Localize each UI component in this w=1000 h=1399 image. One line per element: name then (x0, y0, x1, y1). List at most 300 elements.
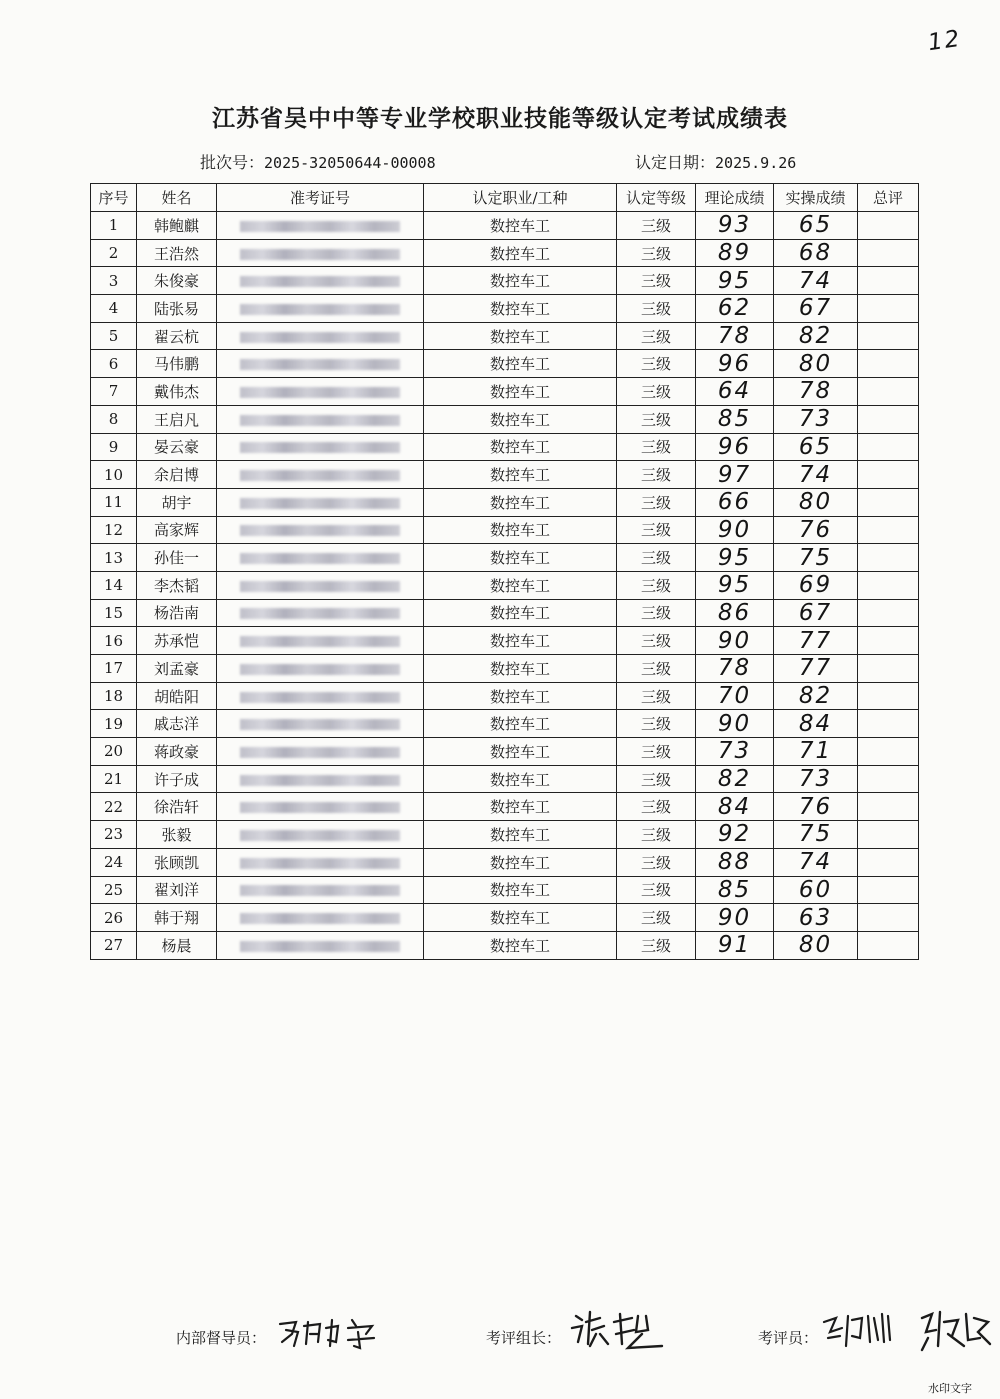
cert-level-value: 三级 (640, 355, 671, 374)
student-name-value: 张顾凯 (153, 853, 199, 872)
practice-score-value: 82 (798, 323, 833, 350)
practice-score (774, 405, 858, 433)
practice-score-value: 82 (798, 683, 833, 710)
student-name (137, 627, 217, 655)
theory-score (696, 433, 774, 461)
cert-level (617, 931, 696, 959)
cert-level-value: 三级 (640, 493, 671, 512)
row-number (91, 571, 137, 599)
theory-score (696, 821, 774, 849)
cert-level (617, 405, 696, 433)
row-number-value: 23 (103, 825, 124, 844)
practice-score (774, 433, 858, 461)
theory-score (696, 350, 774, 378)
job-type-value: 数控车工 (489, 410, 550, 429)
batch-number (200, 150, 436, 173)
row-number-value: 26 (103, 908, 124, 927)
row-number-value: 15 (103, 603, 124, 622)
job-type-value: 数控车工 (489, 936, 550, 955)
job-type-value: 数控车工 (489, 299, 550, 318)
redaction-blur (240, 858, 400, 869)
table-row (91, 322, 919, 350)
student-name (137, 239, 217, 267)
row-number-value: 24 (103, 853, 124, 872)
student-name (137, 350, 217, 378)
practice-score (774, 627, 858, 655)
theory-score-value: 95 (717, 267, 752, 294)
cert-level (617, 322, 696, 350)
practice-score-value: 78 (798, 378, 833, 405)
student-name (137, 682, 217, 710)
row-number (91, 461, 137, 489)
job-type (424, 516, 617, 544)
exam-id-redacted (217, 655, 424, 683)
redaction-blur (240, 775, 400, 786)
cert-level (617, 848, 696, 876)
cert-level-value: 三级 (640, 521, 671, 540)
student-name (137, 488, 217, 516)
table-row (91, 931, 919, 959)
student-name-value: 翟刘洋 (153, 881, 199, 900)
cert-level (617, 378, 696, 406)
row-number-value: 2 (108, 244, 119, 263)
row-number (91, 682, 137, 710)
practice-score (774, 599, 858, 627)
overall-evaluation (858, 710, 919, 738)
practice-score (774, 876, 858, 904)
col-header-overall: 总评 (858, 184, 919, 212)
student-name (137, 876, 217, 904)
student-name-value: 张毅 (161, 825, 192, 844)
practice-score (774, 322, 858, 350)
table-row (91, 599, 919, 627)
job-type-value: 数控车工 (489, 798, 550, 817)
theory-score (696, 239, 774, 267)
student-name (137, 793, 217, 821)
redaction-blur (240, 802, 400, 813)
student-name (137, 516, 217, 544)
job-type-value: 数控车工 (489, 825, 550, 844)
exam-id-redacted (217, 931, 424, 959)
table-body (91, 212, 919, 960)
student-name-value: 孙佳一 (153, 549, 199, 568)
theory-score (696, 655, 774, 683)
table-row (91, 350, 919, 378)
table-row (91, 433, 919, 461)
cert-level-value: 三级 (640, 715, 671, 734)
job-type (424, 682, 617, 710)
theory-score (696, 571, 774, 599)
exam-id-redacted (217, 295, 424, 323)
cert-level (617, 793, 696, 821)
practice-score (774, 488, 858, 516)
overall-evaluation (858, 848, 919, 876)
exam-id-redacted (217, 904, 424, 932)
cert-level (617, 239, 696, 267)
student-name-value: 杨浩南 (153, 604, 199, 623)
practice-score (774, 212, 858, 240)
job-type-value: 数控车工 (489, 493, 550, 512)
theory-score-value: 70 (717, 683, 752, 710)
exam-id-redacted (217, 682, 424, 710)
theory-score-value: 90 (717, 516, 752, 543)
theory-score-value: 78 (717, 323, 752, 350)
batch-value: 2025-32050644-00008 (264, 154, 436, 172)
practice-score (774, 682, 858, 710)
student-name (137, 461, 217, 489)
row-number-value: 8 (108, 410, 119, 429)
cert-level-value: 三级 (640, 632, 671, 651)
exam-id-redacted (217, 738, 424, 766)
job-type (424, 239, 617, 267)
cert-level-value: 三级 (640, 576, 671, 595)
student-name-value: 韩鲍麒 (153, 216, 199, 235)
redaction-blur (240, 913, 400, 924)
student-name (137, 821, 217, 849)
job-type (424, 322, 617, 350)
cert-level-value: 三级 (640, 798, 671, 817)
redaction-blur (240, 692, 400, 703)
row-number-value: 5 (108, 327, 119, 346)
table-row (91, 488, 919, 516)
redaction-blur (240, 525, 400, 536)
practice-score-value: 63 (798, 904, 833, 931)
student-name (137, 295, 217, 323)
redaction-blur (240, 608, 400, 619)
practice-score (774, 821, 858, 849)
row-number-value: 4 (108, 299, 119, 318)
row-number (91, 544, 137, 572)
cert-level-value: 三级 (640, 770, 671, 789)
table-row (91, 571, 919, 599)
theory-score (696, 931, 774, 959)
redaction-blur (240, 941, 400, 952)
overall-evaluation (858, 682, 919, 710)
redaction-blur (240, 221, 400, 232)
redaction-blur (240, 415, 400, 426)
row-number (91, 516, 137, 544)
table-row (91, 904, 919, 932)
table-row (91, 655, 919, 683)
student-name (137, 848, 217, 876)
row-number (91, 212, 137, 240)
job-type (424, 848, 617, 876)
overall-evaluation (858, 516, 919, 544)
row-number (91, 821, 137, 849)
theory-score-value: 95 (717, 544, 752, 571)
student-name (137, 765, 217, 793)
page-number: 12 (926, 25, 963, 57)
cert-level-value: 三级 (640, 659, 671, 678)
job-type-value: 数控车工 (489, 327, 550, 346)
row-number-value: 16 (103, 631, 124, 650)
table-row (91, 239, 919, 267)
overall-evaluation (858, 544, 919, 572)
theory-score-value: 88 (717, 849, 752, 876)
overall-evaluation (858, 378, 919, 406)
cert-level (617, 433, 696, 461)
practice-score (774, 793, 858, 821)
cert-level-value: 三级 (640, 909, 671, 928)
row-number-value: 1 (108, 216, 119, 235)
exam-id-redacted (217, 405, 424, 433)
exam-id-redacted (217, 322, 424, 350)
overall-evaluation (858, 461, 919, 489)
exam-id-redacted (217, 876, 424, 904)
cert-level-value: 三级 (640, 881, 671, 900)
table-row (91, 516, 919, 544)
cert-level-value: 三级 (640, 549, 671, 568)
exam-id-redacted (217, 350, 424, 378)
row-number (91, 848, 137, 876)
row-number-value: 10 (103, 465, 124, 484)
row-number (91, 599, 137, 627)
row-number-value: 7 (108, 382, 119, 401)
overall-evaluation (858, 267, 919, 295)
row-number (91, 350, 137, 378)
row-number-value: 12 (103, 520, 124, 539)
theory-score-value: 86 (717, 599, 752, 626)
cert-level (617, 627, 696, 655)
col-header-name: 姓名 (137, 184, 217, 212)
theory-score-value: 90 (717, 627, 752, 654)
student-name (137, 405, 217, 433)
job-type (424, 378, 617, 406)
job-type-value: 数控车工 (489, 244, 550, 263)
row-number (91, 765, 137, 793)
student-name (137, 378, 217, 406)
job-type (424, 295, 617, 323)
practice-score (774, 544, 858, 572)
row-number-value: 14 (103, 576, 124, 595)
theory-score (696, 599, 774, 627)
cert-level (617, 516, 696, 544)
row-number (91, 488, 137, 516)
redaction-blur (240, 387, 400, 398)
student-name-value: 王启凡 (153, 410, 199, 429)
theory-score (696, 488, 774, 516)
row-number (91, 710, 137, 738)
job-type (424, 821, 617, 849)
student-name-value: 翟云杭 (153, 327, 199, 346)
exam-id-redacted (217, 793, 424, 821)
practice-score (774, 571, 858, 599)
redaction-blur (240, 332, 400, 343)
practice-score-value: 73 (798, 766, 833, 793)
redaction-blur (240, 719, 400, 730)
exam-id-redacted (217, 765, 424, 793)
student-name-value: 余启博 (153, 466, 199, 485)
overall-evaluation (858, 876, 919, 904)
redaction-blur (240, 276, 400, 287)
practice-score (774, 350, 858, 378)
student-name (137, 904, 217, 932)
cert-level-value: 三级 (640, 327, 671, 346)
exam-id-redacted (217, 461, 424, 489)
overall-evaluation (858, 322, 919, 350)
practice-score (774, 378, 858, 406)
row-number-value: 13 (103, 548, 124, 567)
practice-score-value: 75 (798, 544, 833, 571)
redaction-blur (240, 470, 400, 481)
cert-level-value: 三级 (640, 853, 671, 872)
student-name-value: 胡皓阳 (153, 687, 199, 706)
job-type-value: 数控车工 (489, 715, 550, 734)
exam-id-redacted (217, 488, 424, 516)
redaction-blur (240, 747, 400, 758)
cert-level-value: 三级 (640, 825, 671, 844)
student-name-value: 陆张易 (153, 299, 199, 318)
cert-level-value: 三级 (640, 604, 671, 623)
job-type-value: 数控车工 (489, 382, 550, 401)
row-number (91, 295, 137, 323)
cert-level-value: 三级 (640, 382, 671, 401)
practice-score-value: 68 (798, 240, 833, 267)
theory-score (696, 322, 774, 350)
theory-score-value: 85 (717, 406, 752, 433)
overall-evaluation (858, 488, 919, 516)
cert-level (617, 765, 696, 793)
student-name (137, 599, 217, 627)
exam-id-redacted (217, 212, 424, 240)
student-name-value: 杨晨 (161, 936, 192, 955)
student-name (137, 433, 217, 461)
theory-score (696, 405, 774, 433)
redaction-blur (240, 249, 400, 260)
job-type (424, 350, 617, 378)
row-number (91, 322, 137, 350)
row-number (91, 655, 137, 683)
row-number-value: 11 (103, 493, 124, 512)
col-header-level: 认定等级 (617, 184, 696, 212)
row-number-value: 17 (103, 659, 124, 678)
theory-score-value: 97 (717, 461, 752, 488)
job-type-value: 数控车工 (489, 355, 550, 374)
practice-score (774, 655, 858, 683)
student-name (137, 738, 217, 766)
cert-level-value: 三级 (640, 216, 671, 235)
job-type-value: 数控车工 (489, 742, 550, 761)
exam-id-redacted (217, 710, 424, 738)
practice-score (774, 267, 858, 295)
job-type-value: 数控车工 (489, 604, 550, 623)
redaction-blur (240, 498, 400, 509)
exam-id-redacted (217, 267, 424, 295)
col-header-job: 认定职业/工种 (424, 184, 617, 212)
student-name-value: 晏云豪 (153, 438, 199, 457)
col-header-no: 序号 (91, 184, 137, 212)
job-type-value: 数控车工 (489, 549, 550, 568)
theory-score (696, 516, 774, 544)
overall-evaluation (858, 239, 919, 267)
cert-level-value: 三级 (640, 299, 671, 318)
table-row (91, 378, 919, 406)
cert-level (617, 599, 696, 627)
theory-score-value: 95 (717, 572, 752, 599)
overall-evaluation (858, 295, 919, 323)
student-name (137, 931, 217, 959)
redaction-blur (240, 664, 400, 675)
theory-score (696, 212, 774, 240)
theory-score-value: 85 (717, 876, 752, 903)
cert-level (617, 821, 696, 849)
row-number-value: 19 (103, 714, 124, 733)
job-type-value: 数控车工 (489, 521, 550, 540)
cert-level (617, 267, 696, 295)
cert-level-value: 三级 (640, 687, 671, 706)
date-value: 2025.9.26 (715, 154, 797, 172)
job-type (424, 627, 617, 655)
theory-score (696, 765, 774, 793)
redaction-blur (240, 581, 400, 592)
row-number-value: 25 (103, 880, 124, 899)
redaction-blur (240, 553, 400, 564)
job-type-value: 数控车工 (489, 272, 550, 291)
row-number (91, 738, 137, 766)
row-number (91, 627, 137, 655)
practice-score-value: 77 (798, 627, 833, 654)
job-type (424, 599, 617, 627)
certification-date (635, 150, 796, 173)
job-type (424, 433, 617, 461)
job-type (424, 544, 617, 572)
cert-level-value: 三级 (640, 466, 671, 485)
student-name-value: 李杰韬 (153, 576, 199, 595)
practice-score (774, 710, 858, 738)
row-number-value: 3 (108, 271, 119, 290)
overall-evaluation (858, 655, 919, 683)
practice-score-value: 74 (798, 849, 833, 876)
cert-level (617, 295, 696, 323)
row-number (91, 239, 137, 267)
table-row (91, 295, 919, 323)
row-number (91, 405, 137, 433)
row-number-value: 22 (103, 797, 124, 816)
job-type (424, 571, 617, 599)
row-number-value: 20 (103, 742, 124, 761)
practice-score-value: 71 (798, 738, 833, 765)
practice-score-value: 65 (798, 433, 833, 460)
job-type (424, 710, 617, 738)
exam-id-redacted (217, 599, 424, 627)
job-type-value: 数控车工 (489, 632, 550, 651)
supervisor-label: 内部督导员： (176, 1329, 267, 1347)
theory-score-value: 78 (717, 655, 752, 682)
col-header-exam-id: 准考证号 (217, 184, 424, 212)
practice-score-value: 84 (798, 710, 833, 737)
cert-level (617, 544, 696, 572)
team-leader-label: 考评组长： (486, 1329, 562, 1347)
overall-evaluation (858, 405, 919, 433)
theory-score (696, 904, 774, 932)
theory-score (696, 461, 774, 489)
exam-id-redacted (217, 239, 424, 267)
overall-evaluation (858, 433, 919, 461)
theory-score (696, 544, 774, 572)
overall-evaluation (858, 571, 919, 599)
job-type (424, 931, 617, 959)
redaction-blur (240, 636, 400, 647)
table-row (91, 267, 919, 295)
cert-level (617, 461, 696, 489)
theory-score-value: 89 (717, 240, 752, 267)
practice-score-value: 80 (798, 350, 833, 377)
cert-level-value: 三级 (640, 438, 671, 457)
job-type (424, 738, 617, 766)
table-row (91, 821, 919, 849)
practice-score-value: 73 (798, 406, 833, 433)
overall-evaluation (858, 599, 919, 627)
